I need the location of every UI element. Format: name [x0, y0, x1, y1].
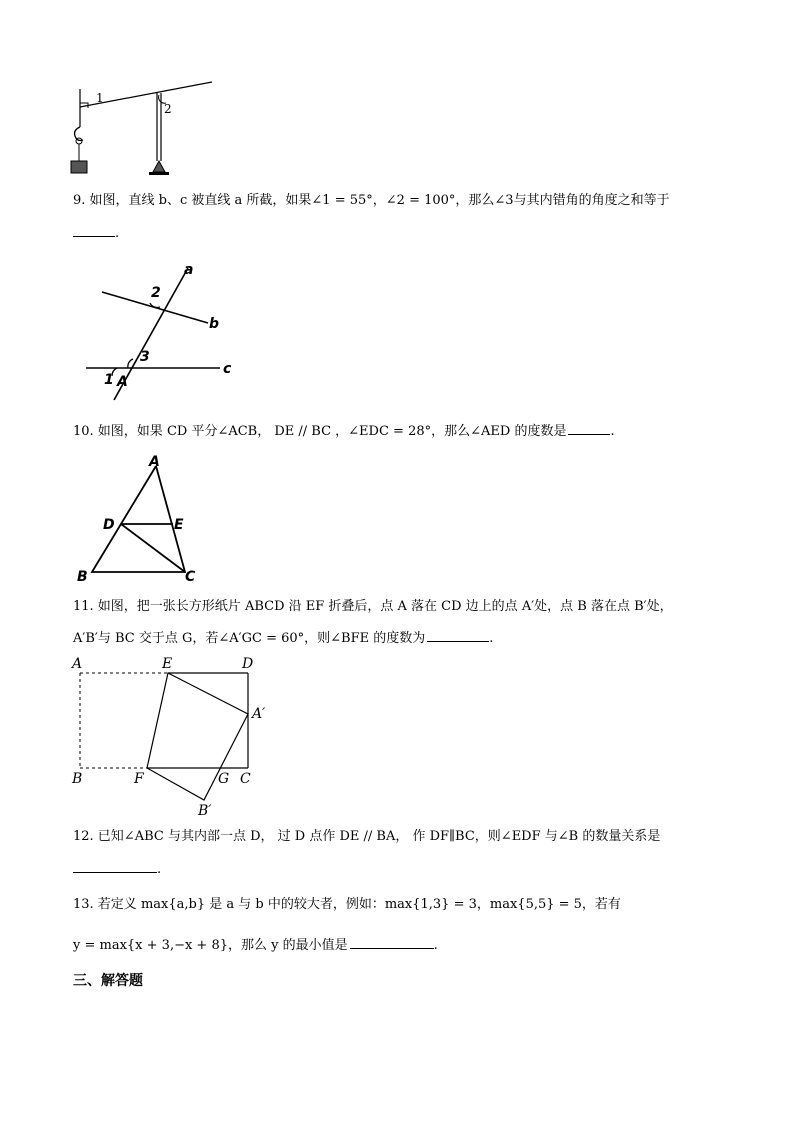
- question-12-text: 12. 已知∠ABC 与其内部一点 D， 过 D 点作 DE // BA， 作 DF∥BC，则∠EDF 与∠B 的数量关系是: [73, 829, 661, 844]
- question-9: [73, 192, 670, 210]
- answer-blank-10[interactable]: [568, 422, 610, 435]
- point-B-prime-label: B′: [198, 803, 212, 819]
- point-A-prime-label: A′: [252, 706, 266, 722]
- point-B-label: B: [72, 771, 83, 787]
- point-A-label: A: [149, 454, 160, 470]
- line-a-label: a: [184, 262, 194, 278]
- question-13-text-1: 13. 若定义 max{a,b} 是 a 与 b 中的较大者，例如：max{1,3} = 3，max{5,5} = 5，若有: [73, 897, 621, 912]
- question-10: [73, 422, 615, 441]
- angle-2-label: 2: [151, 285, 161, 301]
- question-13-line-1: [73, 896, 621, 914]
- answer-blank-9[interactable]: [73, 224, 115, 237]
- question-13-line-2: [73, 936, 438, 955]
- figure-q10: [75, 452, 210, 584]
- answer-blank-11[interactable]: [427, 629, 489, 642]
- point-D-label: D: [242, 656, 254, 672]
- question-11-line-1: [73, 598, 673, 616]
- figure-q11: [68, 652, 288, 820]
- line-b-label: b: [209, 316, 220, 332]
- point-F-label: F: [134, 771, 144, 787]
- angle-2-label: 2: [164, 102, 172, 116]
- question-11-line-2: [73, 629, 493, 648]
- line-c-label: c: [223, 361, 232, 377]
- question-11-text-2: A′B′与 BC 交于点 G，若∠A′GC = 60°，则∠BFE 的度数为: [73, 631, 426, 646]
- point-E-label: E: [162, 656, 173, 672]
- point-G-label: G: [218, 771, 230, 787]
- point-D-label: D: [103, 517, 115, 533]
- question-11-tail: .: [489, 631, 494, 646]
- question-11-text-1: 11. 如图，把一张长方形纸片 ABCD 沿 EF 折叠后，点 A 落在 CD 边上的点 A′处，点 B 落在点 B′处，: [73, 599, 673, 614]
- section-3-heading: 三、解答题: [73, 973, 143, 989]
- point-A-label: A: [117, 374, 128, 390]
- answer-blank-13[interactable]: [350, 936, 434, 949]
- figure-q9: [80, 260, 240, 405]
- question-12-answer-line: [73, 860, 161, 879]
- point-E-label: E: [174, 517, 184, 533]
- question-12-tail: .: [157, 862, 162, 877]
- question-13-text-2: y = max{x + 3,−x + 8}，那么 y 的最小值是: [73, 938, 348, 953]
- question-9-tail: .: [115, 226, 120, 241]
- figure-q8: [60, 75, 230, 185]
- question-9-answer-line: [73, 224, 119, 243]
- angle-3-label: 3: [140, 349, 150, 365]
- point-A-label: A: [72, 656, 83, 672]
- angle-1-label: 1: [104, 372, 114, 388]
- point-C-label: C: [185, 569, 196, 585]
- question-12: [73, 828, 660, 846]
- angle-1-label: 1: [96, 91, 104, 105]
- answer-blank-12[interactable]: [73, 860, 157, 873]
- question-10-text: 10. 如图，如果 CD 平分∠ACB， DE // BC ，∠EDC = 28°，那么∠AED 的度数是: [73, 424, 567, 439]
- point-C-label: C: [240, 771, 251, 787]
- question-13-tail: .: [433, 938, 438, 953]
- point-B-label: B: [77, 569, 88, 585]
- question-9-text: 9. 如图，直线 b、c 被直线 a 所截，如果∠1 = 55°，∠2 = 100°，那么∠3与其内错角的角度之和等于: [73, 193, 670, 208]
- question-10-tail: .: [610, 424, 615, 439]
